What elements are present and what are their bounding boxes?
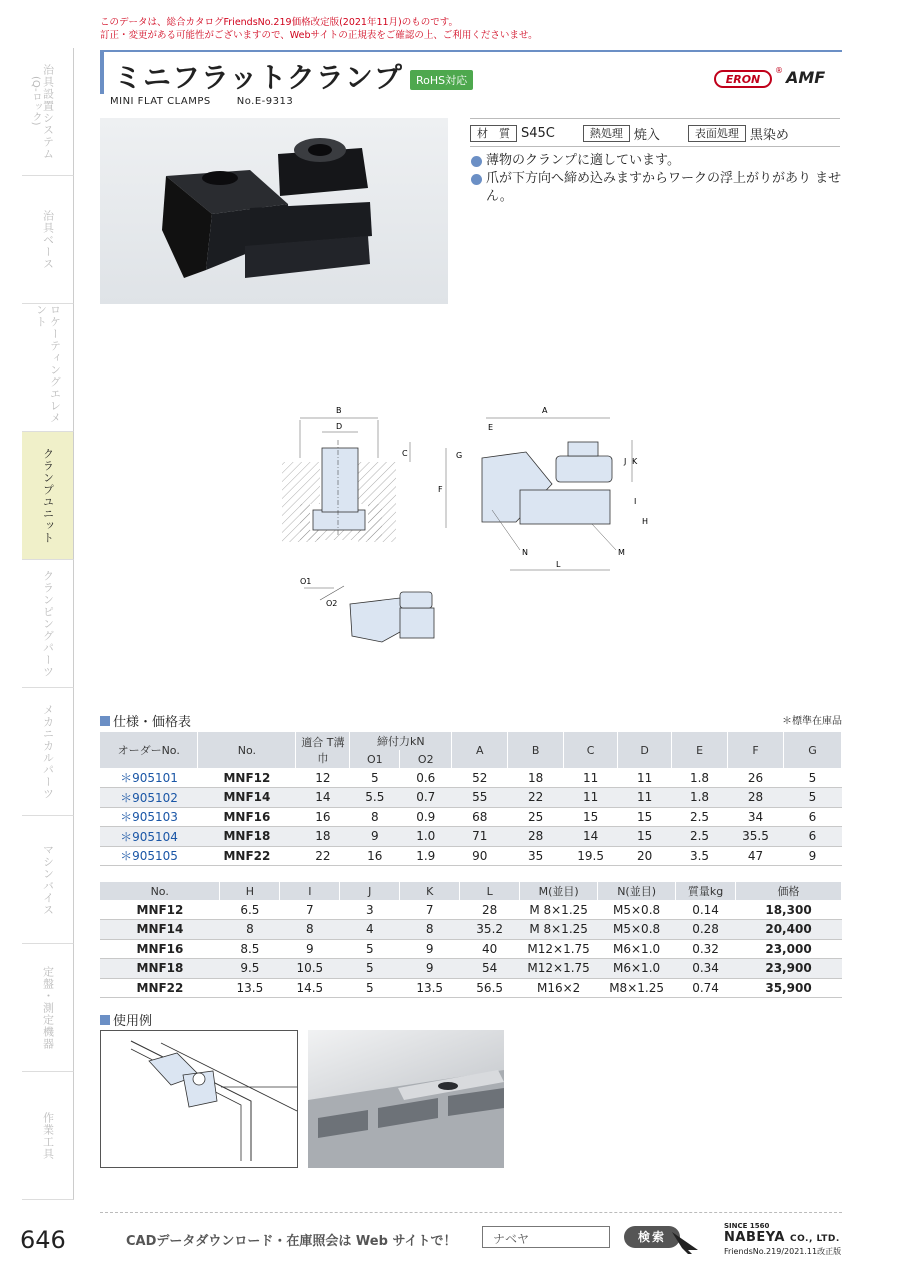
order-no-cell: ＊905103 [100, 807, 198, 827]
company-name: NABEYA [724, 1230, 785, 1245]
dim-label-n: N [522, 548, 528, 557]
dimension-cell: 5 [783, 768, 841, 788]
force-o1-cell: 16 [350, 846, 400, 866]
spec-table-1-body [100, 768, 842, 866]
page-number: 646 [20, 1226, 66, 1254]
clamp-bolt-head-side [568, 442, 598, 456]
dim-label-g: G [456, 451, 463, 460]
order-no-cell: ＊905104 [100, 827, 198, 847]
clamp-body-section [322, 448, 358, 512]
table2-col-header: L [460, 882, 520, 900]
dimension-cell: 2.5 [672, 807, 728, 827]
spec-table-1 [100, 732, 842, 866]
slot-cell: 18 [296, 827, 350, 847]
col-a: A [452, 732, 508, 768]
dimension-cell: 5 [783, 788, 841, 808]
table2-col-header: No. [100, 882, 220, 900]
dim-label-i: I [634, 497, 637, 506]
dimension-cell: 14 [564, 827, 618, 847]
dimension-cell: 56.5 [460, 978, 520, 998]
material-label: 材 質 [470, 125, 517, 142]
table2-col-header: N(並目) [598, 882, 676, 900]
dimension-cell: 9.5 [220, 959, 280, 979]
model-no-cell: MNF12 [198, 768, 296, 788]
dimension-cell: 14.5 [280, 978, 340, 998]
dimension-cell: 8 [280, 920, 340, 940]
col-b: B [508, 732, 564, 768]
dim-label-b: B [336, 406, 342, 415]
dimension-cell: 0.34 [676, 959, 736, 979]
dim-label-l: L [556, 560, 561, 569]
dimension-cell: 2.5 [672, 827, 728, 847]
table-row [100, 978, 842, 998]
dim-label-j: J [624, 457, 627, 466]
force-o2-cell: 1.9 [400, 846, 452, 866]
search-button[interactable]: 検索 [624, 1226, 680, 1248]
heat-treatment-label: 熱処理 [583, 125, 630, 142]
standard-stock-note: ＊標準在庫品 [782, 716, 842, 727]
amf-logo: AMF [786, 68, 826, 87]
dimension-cell: 3 [340, 900, 400, 920]
registered-mark: ® [775, 66, 783, 75]
price-cell: 23,900 [736, 959, 842, 979]
table2-col-header: M(並目) [520, 882, 598, 900]
table-row [100, 768, 842, 788]
dimension-cell: 18 [508, 768, 564, 788]
sidebar-tab-mechanical[interactable] [22, 688, 74, 816]
category-sidebar [22, 48, 74, 1200]
force-o1-cell: 9 [350, 827, 400, 847]
slot-cell: 12 [296, 768, 350, 788]
dimension-cell: M 8×1.25 [520, 900, 598, 920]
force-o2-cell: 0.6 [400, 768, 452, 788]
heat-treatment-value: 焼入 [633, 128, 660, 143]
sidebar-tab-clamp-unit[interactable] [22, 432, 74, 560]
dimension-cell: 8.5 [220, 939, 280, 959]
dimension-cell: 7 [400, 900, 460, 920]
table2-col-header: K [400, 882, 460, 900]
usage-drawing-icon [101, 1031, 297, 1167]
model-no-cell: MNF22 [198, 846, 296, 866]
dimension-cell: 22 [508, 788, 564, 808]
dimension-cell: 35.2 [460, 920, 520, 940]
dimension-cell: 13.5 [220, 978, 280, 998]
model-no-cell: MNF18 [100, 959, 220, 979]
dimension-cell: 5 [340, 939, 400, 959]
order-no-cell: ＊905101 [100, 768, 198, 788]
dimension-cell: 11 [618, 768, 672, 788]
price-cell: 18,300 [736, 900, 842, 920]
dimension-cell: 40 [460, 939, 520, 959]
section-usage-label: 使用例 [113, 1014, 153, 1029]
sidebar-tab-tools[interactable] [22, 1072, 74, 1200]
model-no-cell: MNF18 [198, 827, 296, 847]
table2-col-header: 価格 [736, 882, 842, 900]
dimension-cell: 9 [400, 959, 460, 979]
dimension-cell: M5×0.8 [598, 920, 676, 940]
clamp-photo-icon [100, 118, 448, 304]
sidebar-tab-sub: (Q-ロック) [30, 76, 41, 126]
footer-divider [100, 1212, 842, 1213]
subtitle [110, 96, 293, 107]
dimension-cell: 28 [460, 900, 520, 920]
dimension-cell: 35.5 [728, 827, 784, 847]
search-input[interactable]: ナベヤ [482, 1226, 610, 1248]
dimension-cell: 11 [564, 768, 618, 788]
dimension-drawing [270, 400, 650, 660]
col-slot: 適合 T溝巾 [296, 732, 350, 768]
clamp-nut-side [556, 456, 612, 482]
dimension-cell: 28 [728, 788, 784, 808]
table-row [100, 827, 842, 847]
col-o2: O2 [400, 750, 452, 768]
sidebar-tab-label: メカニカルパーツ [41, 703, 55, 800]
price-cell: 35,900 [736, 978, 842, 998]
order-no-cell: ＊905102 [100, 788, 198, 808]
dimension-cell: 0.74 [676, 978, 736, 998]
dim-label-k: K [632, 457, 638, 466]
col-order-no: オーダーNo. [100, 732, 198, 768]
dimension-cell: M5×0.8 [598, 900, 676, 920]
col-d: D [618, 732, 672, 768]
clamp-foot-section [313, 510, 365, 530]
dimension-cell: 28 [508, 827, 564, 847]
force-o2-cell: 0.7 [400, 788, 452, 808]
dimension-cell: 54 [460, 959, 520, 979]
dimension-cell: 10.5 [280, 959, 340, 979]
dimension-cell: 1.8 [672, 768, 728, 788]
table-row [100, 846, 842, 866]
feature-item: 爪が下方向へ締め込みますからワークの浮上がりがあり ません。 [470, 170, 842, 206]
usage-photo-icon [308, 1030, 504, 1168]
slot-cell: 22 [296, 846, 350, 866]
table-row [100, 807, 842, 827]
col-e: E [672, 732, 728, 768]
table-row [100, 939, 842, 959]
order-no-cell: ＊905105 [100, 846, 198, 866]
sidebar-tab-jig-base[interactable] [22, 176, 74, 304]
slot-cell: 16 [296, 807, 350, 827]
dim-label-h: H [642, 517, 649, 526]
product-photo [100, 118, 448, 304]
clamp-iso-base [400, 608, 434, 638]
sidebar-tab-locating[interactable] [22, 304, 74, 432]
surface-treatment-value: 黒染め [749, 128, 789, 143]
material-value: S45C [521, 126, 555, 141]
spec-line [470, 124, 789, 143]
table2-col-header: 質量kg [676, 882, 736, 900]
table-row [100, 788, 842, 808]
dimension-cell: 26 [728, 768, 784, 788]
sidebar-tab-label: 作業工具 [41, 1111, 55, 1160]
table2-col-header: J [340, 882, 400, 900]
dimension-cell: M8×1.25 [598, 978, 676, 998]
company-suffix: CO., LTD. [790, 1234, 840, 1244]
dimension-cell: 3.5 [672, 846, 728, 866]
table2-col-header: H [220, 882, 280, 900]
dimension-cell: 20 [618, 846, 672, 866]
spec-table-2-body [100, 900, 842, 998]
dimension-cell: M6×1.0 [598, 939, 676, 959]
col-force: 締付力kN [350, 732, 452, 750]
model-no-cell: MNF22 [100, 978, 220, 998]
sidebar-tab-jig-setting[interactable] [22, 48, 74, 176]
dimension-cell: 6.5 [220, 900, 280, 920]
col-no: No. [198, 732, 296, 768]
col-o1: O1 [350, 750, 400, 768]
dimension-cell: M16×2 [520, 978, 598, 998]
title-bar [100, 50, 842, 94]
notice-line-2: 訂正・変更がある可能性がございますので、Webサイトの正規表をご確認の上、ご利用くださいませ。 [100, 30, 538, 41]
sidebar-tab-vise[interactable] [22, 816, 74, 944]
dimension-cell: 6 [783, 827, 841, 847]
eron-logo: ERON [714, 70, 772, 88]
surface-treatment-label: 表面処理 [688, 125, 746, 142]
dimension-cell: 25 [508, 807, 564, 827]
spec-divider-top [470, 118, 840, 119]
notice-line-1: このデータは、総合カタログFriendsNo.219価格改定版(2021年11月)のものです。 [100, 17, 458, 28]
dimension-cell: 11 [564, 788, 618, 808]
feature-item: 薄物のクランプに適しています。 [470, 152, 842, 170]
dim-label-m: M [618, 548, 625, 557]
dimension-cell: 34 [728, 807, 784, 827]
force-o1-cell: 5 [350, 768, 400, 788]
table2-col-header: I [280, 882, 340, 900]
dimension-cell: 9 [400, 939, 460, 959]
feature-list [470, 152, 842, 206]
catalog-number: No.E-9313 [236, 96, 294, 107]
rohs-badge: RoHS対応 [410, 70, 473, 90]
sidebar-tab-clamping-parts[interactable] [22, 560, 74, 688]
clamp-iso-nut [400, 592, 432, 608]
dim-label-a: A [542, 406, 548, 415]
dimension-cell: 11 [618, 788, 672, 808]
sidebar-tab-label: 治具ベース [41, 209, 55, 270]
dimension-cell: 4 [340, 920, 400, 940]
slot-cell: 14 [296, 788, 350, 808]
dimension-cell: 15 [618, 827, 672, 847]
dimension-cell: 0.14 [676, 900, 736, 920]
force-o1-cell: 8 [350, 807, 400, 827]
dimension-cell: M12×1.75 [520, 939, 598, 959]
sidebar-tab-label: クランピングパーツ [41, 569, 55, 678]
col-c: C [564, 732, 618, 768]
force-o1-cell: 5.5 [350, 788, 400, 808]
dimension-cell: 15 [564, 807, 618, 827]
model-no-cell: MNF14 [100, 920, 220, 940]
dimension-cell: 0.32 [676, 939, 736, 959]
subtitle-en: MINI FLAT CLAMPS [110, 96, 211, 107]
section-usage-heading [100, 1010, 152, 1029]
dimension-cell: 90 [452, 846, 508, 866]
data-notice [100, 16, 538, 42]
table-row [100, 920, 842, 940]
spec-table-2-header [100, 882, 842, 900]
cad-download-text: CADデータダウンロード・在庫照会は Web サイトで！ [126, 1234, 457, 1249]
model-no-cell: MNF16 [198, 807, 296, 827]
sidebar-tab-label: マシンバイス [41, 843, 55, 916]
company-logo [724, 1230, 840, 1245]
section-spec-label: 仕様・価格表 [113, 715, 192, 730]
dim-label-e: E [488, 423, 494, 432]
dimension-cell: 7 [280, 900, 340, 920]
dimension-cell: 19.5 [564, 846, 618, 866]
dimension-cell: M 8×1.25 [520, 920, 598, 940]
col-f: F [728, 732, 784, 768]
dimension-cell: 9 [783, 846, 841, 866]
price-cell: 20,400 [736, 920, 842, 940]
usage-example-drawing [100, 1030, 298, 1168]
force-o2-cell: 0.9 [400, 807, 452, 827]
sidebar-tab-label: クランプユニット [41, 447, 55, 544]
dimension-cell: 15 [618, 807, 672, 827]
sidebar-tab-surface-plate[interactable] [22, 944, 74, 1072]
sidebar-tab-label: 治具設置システム [41, 63, 55, 160]
clamp-base-side [520, 490, 610, 524]
dimension-cell: M6×1.0 [598, 959, 676, 979]
model-no-cell: MNF12 [100, 900, 220, 920]
dimension-cell: 55 [452, 788, 508, 808]
dim-label-f: F [438, 485, 443, 494]
dim-label-c: C [402, 449, 408, 458]
since-text: SINCE 1560 [724, 1222, 770, 1230]
sidebar-tab-label: 定盤・測定機器 [41, 965, 55, 1050]
price-cell: 23,000 [736, 939, 842, 959]
page-title: ミニフラットクランプ [114, 61, 403, 94]
dimension-cell: 35 [508, 846, 564, 866]
dimension-cell: 6 [783, 807, 841, 827]
dimension-cell: 68 [452, 807, 508, 827]
catalog-edition: FriendsNo.219/2021.11改正版 [724, 1247, 842, 1256]
cursor-arrow-icon [670, 1230, 700, 1254]
dimension-cell: 52 [452, 768, 508, 788]
usage-example-photo [308, 1030, 504, 1168]
spec-divider-bottom [470, 146, 840, 147]
dimension-cell: 8 [220, 920, 280, 940]
force-label-o2: O2 [326, 599, 338, 608]
section-spec-heading [100, 711, 191, 730]
dimension-cell: 71 [452, 827, 508, 847]
force-o2-cell: 1.0 [400, 827, 452, 847]
dimension-cell: 5 [340, 959, 400, 979]
table-row [100, 900, 842, 920]
table-row [100, 959, 842, 979]
col-g: G [783, 732, 841, 768]
dim-label-d: D [336, 422, 343, 431]
model-no-cell: MNF14 [198, 788, 296, 808]
dimension-cell: 9 [280, 939, 340, 959]
dimension-cell: 13.5 [400, 978, 460, 998]
spec-table-2 [100, 882, 842, 998]
dimension-cell: 5 [340, 978, 400, 998]
dimension-cell: M12×1.75 [520, 959, 598, 979]
force-label-o1: O1 [300, 577, 312, 586]
dimension-cell: 8 [400, 920, 460, 940]
dimension-cell: 1.8 [672, 788, 728, 808]
sidebar-tab-label: ロケーティングエレメント [34, 304, 62, 424]
model-no-cell: MNF16 [100, 939, 220, 959]
dimension-cell: 0.28 [676, 920, 736, 940]
dimension-cell: 47 [728, 846, 784, 866]
